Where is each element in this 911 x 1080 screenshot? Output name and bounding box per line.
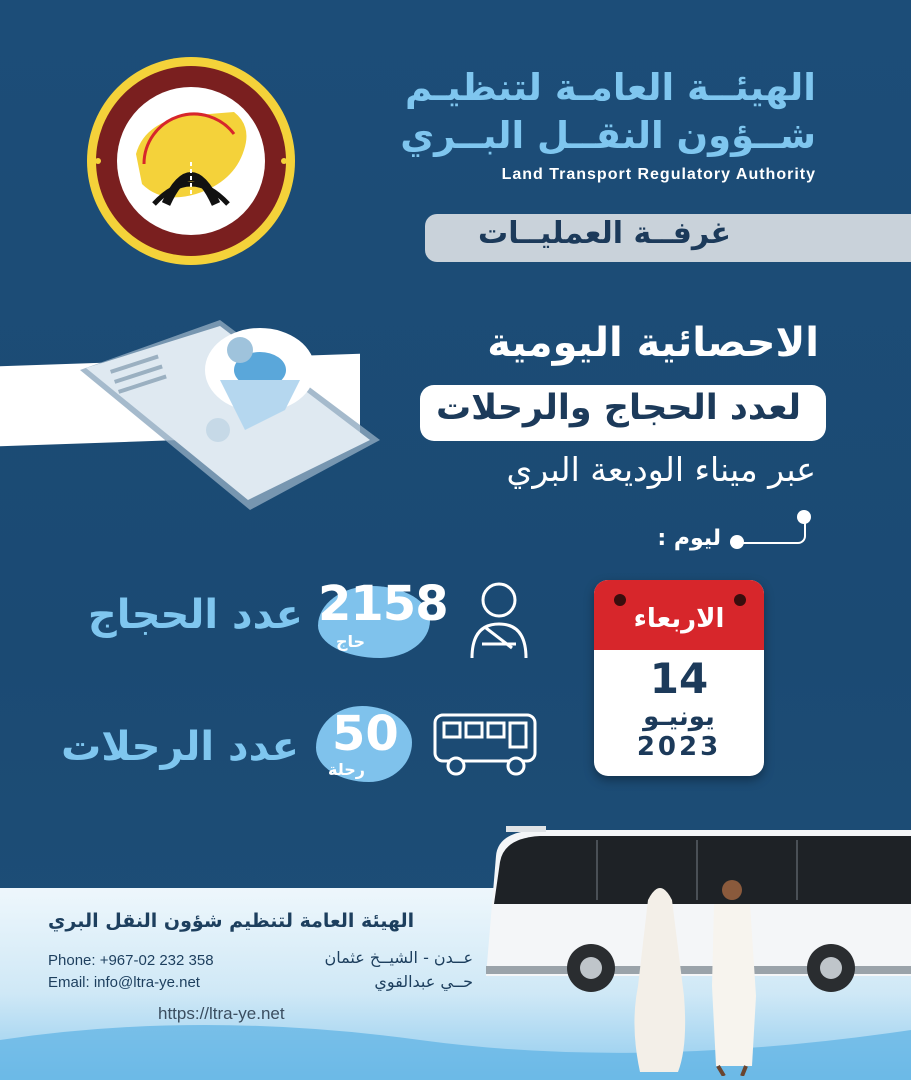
footer-address-line1: عــدن - الشيــخ عثمان [324, 948, 473, 967]
connector-line [740, 520, 806, 544]
pilgrims-label: عدد الحجاج [87, 592, 303, 638]
bus-icon [432, 712, 540, 778]
footer-email: Email: info@ltra-ye.net [48, 974, 200, 991]
phone-illustration [70, 300, 390, 540]
calendar-weekday: الاربعاء [633, 604, 725, 634]
calendar-day: 14 [649, 654, 709, 703]
org-title-ar-line1: الهيئــة العامـة لتنظيـم [405, 66, 816, 109]
headline-line2: لعدد الحجاج والرحلات [435, 388, 801, 428]
org-title-en: Land Transport Regulatory Authority [501, 166, 816, 183]
trips-unit: رحلة [328, 760, 365, 779]
headline-line3: عبر ميناء الوديعة البري [506, 450, 816, 489]
calendar-month: يونيـو [643, 702, 715, 732]
pilgrim-icon [468, 578, 530, 660]
footer-website[interactable]: https://ltra-ye.net [158, 1004, 285, 1023]
footer-phone: Phone: +967-02 232 358 [48, 952, 214, 969]
trips-value: 50 [332, 706, 399, 762]
pilgrims-unit: حاج [336, 632, 366, 651]
calendar [594, 580, 764, 776]
connector-dot-left [730, 535, 744, 549]
org-title-ar-line2: شــؤون النقــل البــري [400, 114, 816, 157]
date-intro: ليوم : [657, 526, 721, 551]
connector-dot-top [797, 510, 811, 524]
calendar-year: 2023 [636, 732, 722, 762]
logo [84, 54, 298, 268]
pilgrims-value: 2158 [318, 576, 448, 632]
footer-org: الهيئة العامة لتنظيم شؤون النقل البري [48, 910, 415, 932]
pilgrims-figures [628, 876, 778, 1076]
section-label: غرفــة العمليــات [478, 216, 731, 251]
headline-line1: الاحصائية اليومية [487, 320, 819, 366]
trips-label: عدد الرحلات [61, 724, 299, 770]
footer-address-line2: حــي عبدالقوي [374, 972, 473, 991]
